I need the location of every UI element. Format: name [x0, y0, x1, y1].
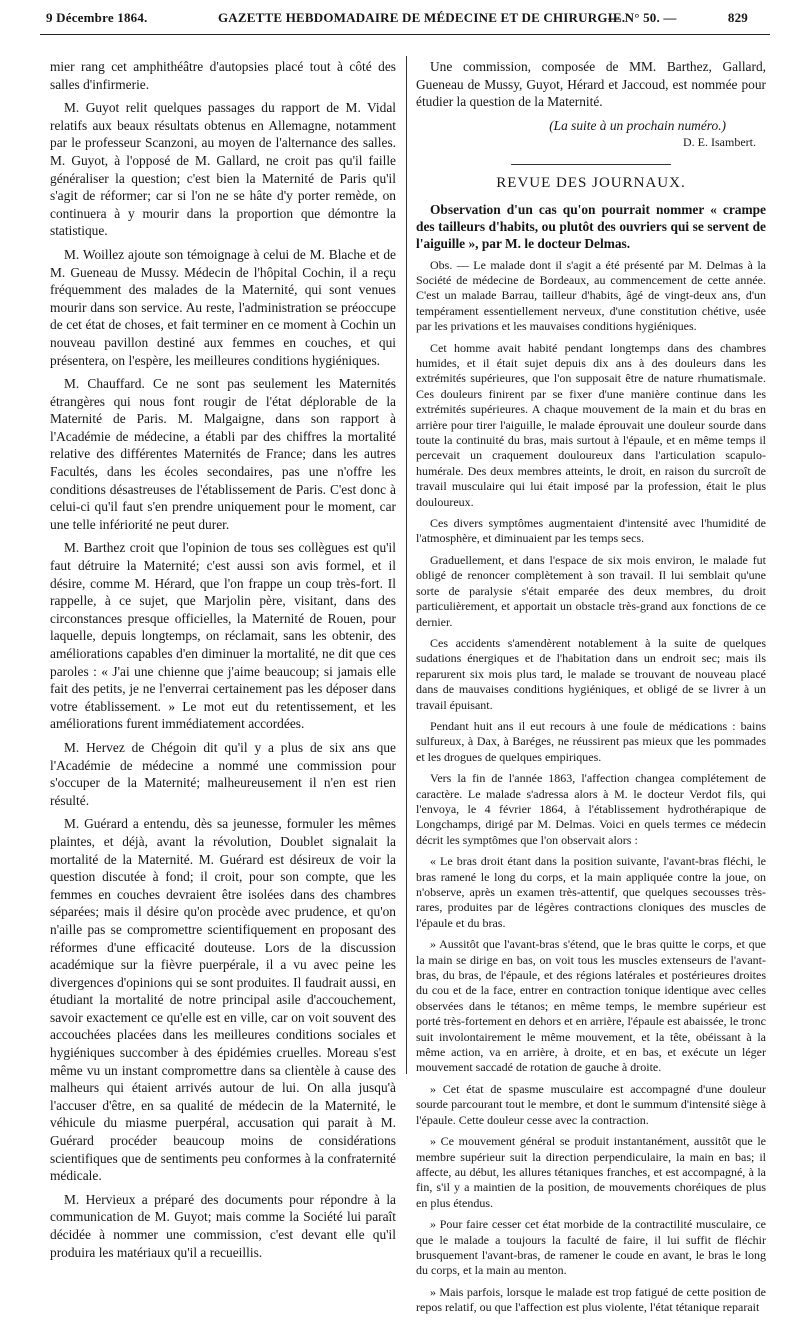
section-separator	[511, 164, 671, 165]
right-column	[416, 58, 766, 1322]
left-column	[50, 58, 396, 1267]
paragraph: Ces divers symptômes augmentaient d'intensité avec l'humidité de l'atmosphère, et diminuaient par les temps secs.	[416, 516, 766, 546]
paragraph: M. Barthez croit que l'opinion de tous ses collègues est qu'il faut détruire la Maternité; c'est aussi son avis formel, et il désire, comme M. Hérard, que l'on frappe un coup très-fort. Il rappelle, à ce sujet, que Marjolin père, visitant, dans des circonstances presque officielles, la Maternité de Rouen, pour laquelle, depuis longtemps, on réclamait, sans les obtenir, des améliorations capables d'en diminuer la mortalité, ne dit que ces paroles : « J'ai une chienne que j'aime beaucoup; si jamais elle fait des petits, je ne l'enverrai certainement pas les déposer dans votre établissement. » Le mot eut du retentissement, et les améliorations furent immédiatement accordées.	[50, 540, 396, 732]
paragraph: » Cet état de spasme musculaire est accompagné d'une douleur sourde parcourant tout le membre, et dont le summum d'intensité siège à l'épaule. Cette douleur cesse avec la contraction.	[416, 1081, 766, 1127]
paragraph: » Pour faire cesser cet état morbide de la contractilité musculaire, ce que le malade a toujours la faculté de faire, il lui suffit de fléchir brusquement l'avant-bras, de ramener le coude en avant, le bras le long du corps, et la main au menton.	[416, 1217, 766, 1278]
paragraph: Graduellement, et dans l'espace de six mois environ, le malade fut obligé de renoncer complètement à son travail. Il lui semblait qu'une sorte de paralysie s'était emparée des deux membres, du droit particulièrement, et apportait un obstacle très-grand aux fonctions de ce dernier.	[416, 552, 766, 629]
running-head	[0, 6, 800, 32]
issue-number: — N° 50. —	[608, 10, 677, 25]
section-title: REVUE DES JOURNAUX.	[496, 174, 686, 191]
paragraph: » Aussitôt que l'avant-bras s'étend, que le bras quitte le corps, et que la main se dirige en bas, on voit tous les muscles extenseurs de l'avant-bras, du bras, de l'épaule, et des régions latérales et postérieures droites du cou et de la face, entrer en contraction tonique identique avec celles observées dans le tétanos; en même temps, le membre supérieur est porté très-fortement en dehors et en arrière, l'épaule est abaissée, le tronc suit involontairement le même mouvement, et la tête, obéissant à la même action, va en arrière, à droite, et en bas, et exécute un léger mouvement saccadé de rotation de gauche à droite.	[416, 937, 766, 1075]
continued-note: (La suite à un prochain numéro.)	[549, 117, 726, 133]
article-signoff	[416, 117, 766, 152]
paragraph: Cet homme avait habité pendant longtemps dans des chambres humides, et il était sujet depuis dix ans à des douleurs dans les extrémités supérieures, que l'on supposait être de nature rhumatismale. Ces douleurs finirent par se fixer d'une manière continue dans les extrémités supérieures. A chaque mouvement de la main et du bras en arrière pour tirer l'aiguille, le malade éprouvait une douleur sourde dans toute la continuité du bras, mais surtout à l'épaule, et en même temps il percevait un craquement douloureux dans l'articulation scapulo-humérale. Des deux membres atteints, le droit, en raison du surcroît de travail musculaire qui lui était imposé par la profession, était le plus douloureux.	[416, 340, 766, 509]
column-divider	[406, 56, 407, 1074]
paragraph: M. Guyot relit quelques passages du rapport de M. Vidal relatifs aux beaux résultats obtenus en Allemagne, notamment par le professeur Scanzoni, au moyen de l'alternance des salles. M. Guyot, à l'opposé de M. Gallard, ne croit pas qu'il faille généraliser la question; c'est bien la Maternité de Paris qu'il s'agit de réformer; car si l'on ne se hâte d'y porter remède, on continuera à y mourir dans la proportion que démontre la statistique.	[50, 100, 396, 239]
journal-title: GAZETTE HEBDOMADAIRE DE MÉDECINE ET DE CHIRURGIE.	[218, 10, 626, 25]
paragraph: « Le bras droit étant dans la position suivante, l'avant-bras fléchi, le bras ramené le long du corps, et la main appliquée contre la joue, on n'observe, après un examen très-attentif, que quelques secousses très-rares, produites par de légères contractions cloniques des muscles de l'épaule et du bras.	[416, 854, 766, 930]
paragraph: Obs. — Le malade dont il s'agit a été présenté par M. Delmas à la Société de médecine de Bordeaux, au commencement de cette année. C'est un malade Barrau, tailleur d'habits, âgé de vingt-deux ans, d'un tempérament essentiellement nerveux, d'une constitution chétive, usée par les privations et les mauvaises conditions hygiéniques.	[416, 257, 766, 334]
paragraph: M. Guérard a entendu, dès sa jeunesse, formuler les mêmes plaintes, et déjà, avant la révolution, Doublet signalait la mortalité de la Maternité. M. Guérard est désireux de voir la question discutée à fond; il croit, pour son compte, que les femmes en couches devraient être isolées dans des chambres séparées; mais il désire qu'on procède avec prudence, et qu'on n'aille pas se compromettre scientifiquement en proposant des réformes d'une efficacité douteuse. Lors de la discussion académique sur la fièvre puerpérale, il a vu avec peine les divergences d'opinions qui se sont produites. Il faudrait aussi, en étudiant la mortalité de notre principal asile d'accouchement, savoir exactement ce qu'elle est en ville, car on voit souvent des accouchées placées dans les meilleures conditions sociales et hygiéniques succomber à des épidémies cruelles. Moreau s'est même vu un instant compromettre dans sa clientèle à cause des malheurs qui étaient arrivés autour de lui. On alla jusqu'à l'accuser d'être, en sa qualité de médecin de la Maternité, le véhicule du miasme puerpéral, accusation qui parait à M. Guérard procéder beaucoup moins de considérations scientifiques que de sentiments peu conformes à la confraternité médicale.	[50, 816, 396, 1184]
header-rule	[40, 34, 770, 35]
issue-date: 9 Décembre 1864.	[46, 10, 148, 25]
commission-paragraph: Une commission, composée de MM. Barthez, Gallard, Gueneau de Mussy, Guyot, Hérard et Jaccoud, est nommée pour étudier la question de la Maternité.	[416, 59, 766, 110]
author-signature: D. E. Isambert.	[683, 135, 756, 150]
paragraph: Pendant huit ans il eut recours à une foule de médications : bains sulfureux, à Dax, à Baréges, ne réussirent pas mieux que les pommades et les drogues de quelques empiriques.	[416, 718, 766, 764]
paragraph: » Ce mouvement général se produit instantanément, aussitôt que le membre supérieur suit la direction perpendiculaire, la main en bas; il affecte, au début, les allures tétaniques franches, et est accompagné, à la fin, s'il y a maintien de la position, de mouvements choréiques de plus en plus étendus.	[416, 1134, 766, 1210]
paragraph: mier rang cet amphithéâtre d'autopsies placé tout à côté des salles d'infirmerie.	[50, 59, 396, 92]
observation-title: Observation d'un cas qu'on pourrait nommer « crampe des tailleurs d'habits, ou plutôt des ouvriers qui se servent de l'aiguille », par M. le docteur Delmas.	[416, 201, 766, 251]
paragraph: Vers la fin de l'année 1863, l'affection changea complétement de caractère. Le malade s'adressa alors à M. le docteur Verdot fils, qui l'envoya, le 4 février 1864, à l'établissement hydrothérapique de Longchamps, dirigé par M. Delmas. Voici en quels termes ce médecin décrit les symptômes que l'on observait alors :	[416, 771, 766, 847]
paragraph: M. Chauffard. Ce ne sont pas seulement les Maternités étrangères qui nous font rougir de l'état déplorable de la Maternité de Paris. M. Malgaigne, dans son rapport à l'Académie de médecine, a établi par des chiffres la mortalité relative des différentes Maternités de France; dans les autres Facultés, dans les écoles secondaires, pas une n'offre les conditions désastreuses de l'établissement de Paris. C'est donc à celui-ci qu'il faut s'en prendre uniquement pour le moment, car une telle infériorité ne peut durer.	[50, 376, 396, 532]
page-number: 829	[727, 10, 748, 25]
paragraph: M. Woillez ajoute son témoignage à celui de M. Blache et de M. Gueneau de Mussy. Médecin de l'hôpital Cochin, il a reçu fréquemment des malades de la Maternité, qui sont venues mourir dans son service. Au reste, l'administration se préoccupe de cet état de choses, et fait terminer en ce moment à Cochin un nouveau pavillon destiné aux femmes en couches, et qui présentera, on l'espère, les meilleures conditions hygiéniques.	[50, 246, 396, 368]
paragraph: » Mais parfois, lorsque le malade est trop fatigué de cette position de repos relatif, ou que l'affection est plus violente, l'état tétanique reparait	[416, 1284, 766, 1315]
paragraph: M. Hervieux a préparé des documents pour répondre à la communication de M. Guyot; mais comme la Société lui paraît décidée à nommer une commission, c'est devant elle qu'il produira les matériaux qu'il a recueillis.	[50, 1191, 396, 1260]
paragraph: M. Hervez de Chégoin dit qu'il y a plus de six ans que l'Académie de médecine a nommé une commission pour s'occuper de la Maternité; malheureusement il n'en est rien résulté.	[50, 739, 396, 808]
paragraph: Ces accidents s'amendèrent notablement à la suite de quelques sudations énergiques et de l'habitation dans un endroit sec; mais ils reparurent six mois plus tard, le malade se trouvant de nouveau placé dans de mauvaises conditions hygiéniques, et obligé de se livrer à un travail épuisant.	[416, 635, 766, 712]
